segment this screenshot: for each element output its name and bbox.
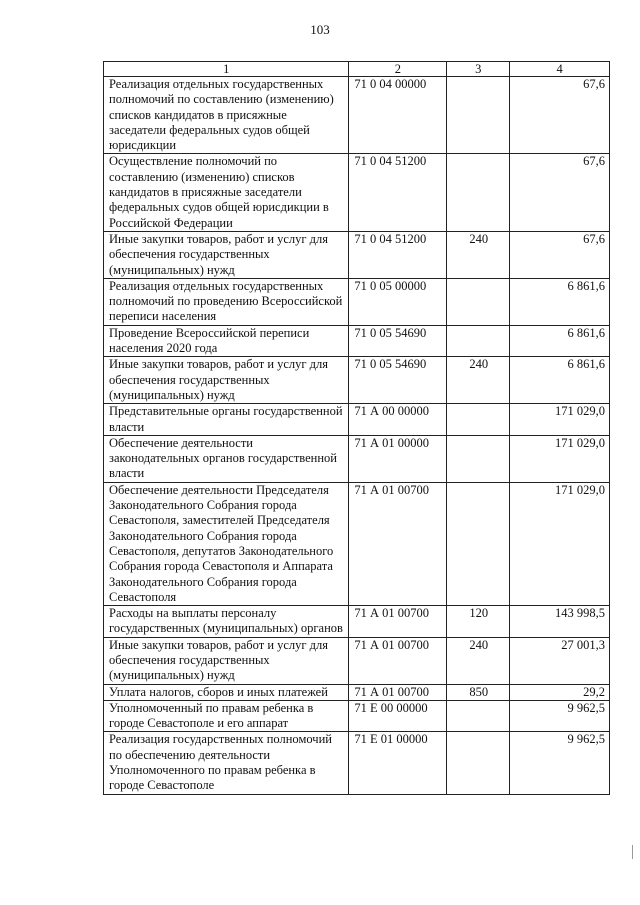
row-name: Иные закупки товаров, работ и услуг для обеспечения государственных (муниципальных) нужд	[104, 231, 349, 278]
row-name: Представительные органы государственной власти	[104, 404, 349, 436]
row-code: 71 0 04 51200	[349, 231, 447, 278]
row-amount: 143 998,5	[510, 606, 610, 638]
row-name: Проведение Всероссийской переписи населения 2020 года	[104, 325, 349, 357]
row-amount: 9 962,5	[510, 700, 610, 732]
table-row	[104, 154, 610, 231]
header-column-1: 1	[104, 62, 349, 77]
table-row	[104, 357, 610, 404]
row-code: 71 0 05 54690	[349, 357, 447, 404]
table-row	[104, 325, 610, 357]
row-code: 71 А 00 00000	[349, 404, 447, 436]
header-column-2: 2	[349, 62, 447, 77]
scan-edge-mark	[632, 845, 633, 859]
table-row	[104, 278, 610, 325]
table-row	[104, 606, 610, 638]
row-amount: 67,6	[510, 154, 610, 231]
row-expense-type	[447, 435, 510, 482]
row-name: Реализация отдельных государственных полномочий по составлению (изменению) списков кандидатов в присяжные заседатели федеральных судов общей юрисдикции	[104, 77, 349, 154]
row-name: Обеспечение деятельности Председателя Законодательного Собрания города Севастополя, заместителей Председателя Законодательного Собрания города Севастополя, депутатов Законодательного Собрания города Севастополя и Аппарата Законодательного Собрания города Севастополя	[104, 482, 349, 605]
row-code: 71 А 01 00700	[349, 637, 447, 684]
row-amount: 171 029,0	[510, 435, 610, 482]
row-name: Расходы на выплаты персоналу государственных (муниципальных) органов	[104, 606, 349, 638]
table-row	[104, 482, 610, 605]
row-code: 71 0 04 51200	[349, 154, 447, 231]
table-row	[104, 404, 610, 436]
row-code: 71 А 01 00700	[349, 482, 447, 605]
row-name: Иные закупки товаров, работ и услуг для обеспечения государственных (муниципальных) нужд	[104, 357, 349, 404]
row-code: 71 Е 01 00000	[349, 732, 447, 794]
table-row	[104, 231, 610, 278]
table-row	[104, 700, 610, 732]
row-expense-type: 850	[447, 684, 510, 700]
row-expense-type	[447, 482, 510, 605]
row-expense-type: 240	[447, 231, 510, 278]
header-row	[104, 62, 610, 77]
row-amount: 171 029,0	[510, 404, 610, 436]
row-name: Реализация государственных полномочий по обеспечению деятельности Уполномоченного по правам ребенка в городе Севастополе	[104, 732, 349, 794]
row-amount: 6 861,6	[510, 278, 610, 325]
row-name: Иные закупки товаров, работ и услуг для обеспечения государственных (муниципальных) нужд	[104, 637, 349, 684]
table-header	[104, 62, 610, 77]
row-code: 71 0 05 00000	[349, 278, 447, 325]
row-expense-type: 120	[447, 606, 510, 638]
row-code: 71 0 05 54690	[349, 325, 447, 357]
header-column-4: 4	[510, 62, 610, 77]
row-amount: 6 861,6	[510, 325, 610, 357]
table-row	[104, 732, 610, 794]
row-name: Уплата налогов, сборов и иных платежей	[104, 684, 349, 700]
row-expense-type	[447, 325, 510, 357]
row-name: Обеспечение деятельности законодательных органов государственной власти	[104, 435, 349, 482]
row-amount: 67,6	[510, 231, 610, 278]
budget-table	[103, 61, 610, 795]
table-body	[104, 77, 610, 795]
row-expense-type	[447, 154, 510, 231]
row-amount: 29,2	[510, 684, 610, 700]
table-row	[104, 637, 610, 684]
row-expense-type: 240	[447, 357, 510, 404]
row-expense-type	[447, 404, 510, 436]
row-name: Реализация отдельных государственных полномочий по проведению Всероссийской переписи населения	[104, 278, 349, 325]
row-expense-type	[447, 77, 510, 154]
table-row	[104, 435, 610, 482]
row-expense-type: 240	[447, 637, 510, 684]
row-name: Осуществление полномочий по составлению (изменению) списков кандидатов в присяжные заседатели федеральных судов общей юрисдикции в Российской Федерации	[104, 154, 349, 231]
row-code: 71 0 04 00000	[349, 77, 447, 154]
row-expense-type	[447, 700, 510, 732]
row-expense-type	[447, 278, 510, 325]
row-amount: 171 029,0	[510, 482, 610, 605]
row-code: 71 А 01 00700	[349, 606, 447, 638]
row-amount: 67,6	[510, 77, 610, 154]
table-row	[104, 684, 610, 700]
row-amount: 6 861,6	[510, 357, 610, 404]
row-expense-type	[447, 732, 510, 794]
row-amount: 27 001,3	[510, 637, 610, 684]
row-amount: 9 962,5	[510, 732, 610, 794]
table-row	[104, 77, 610, 154]
page-number: 103	[310, 22, 330, 37]
row-code: 71 Е 00 00000	[349, 700, 447, 732]
row-code: 71 А 01 00700	[349, 684, 447, 700]
header-column-3: 3	[447, 62, 510, 77]
row-code: 71 А 01 00000	[349, 435, 447, 482]
row-name: Уполномоченный по правам ребенка в городе Севастополе и его аппарат	[104, 700, 349, 732]
